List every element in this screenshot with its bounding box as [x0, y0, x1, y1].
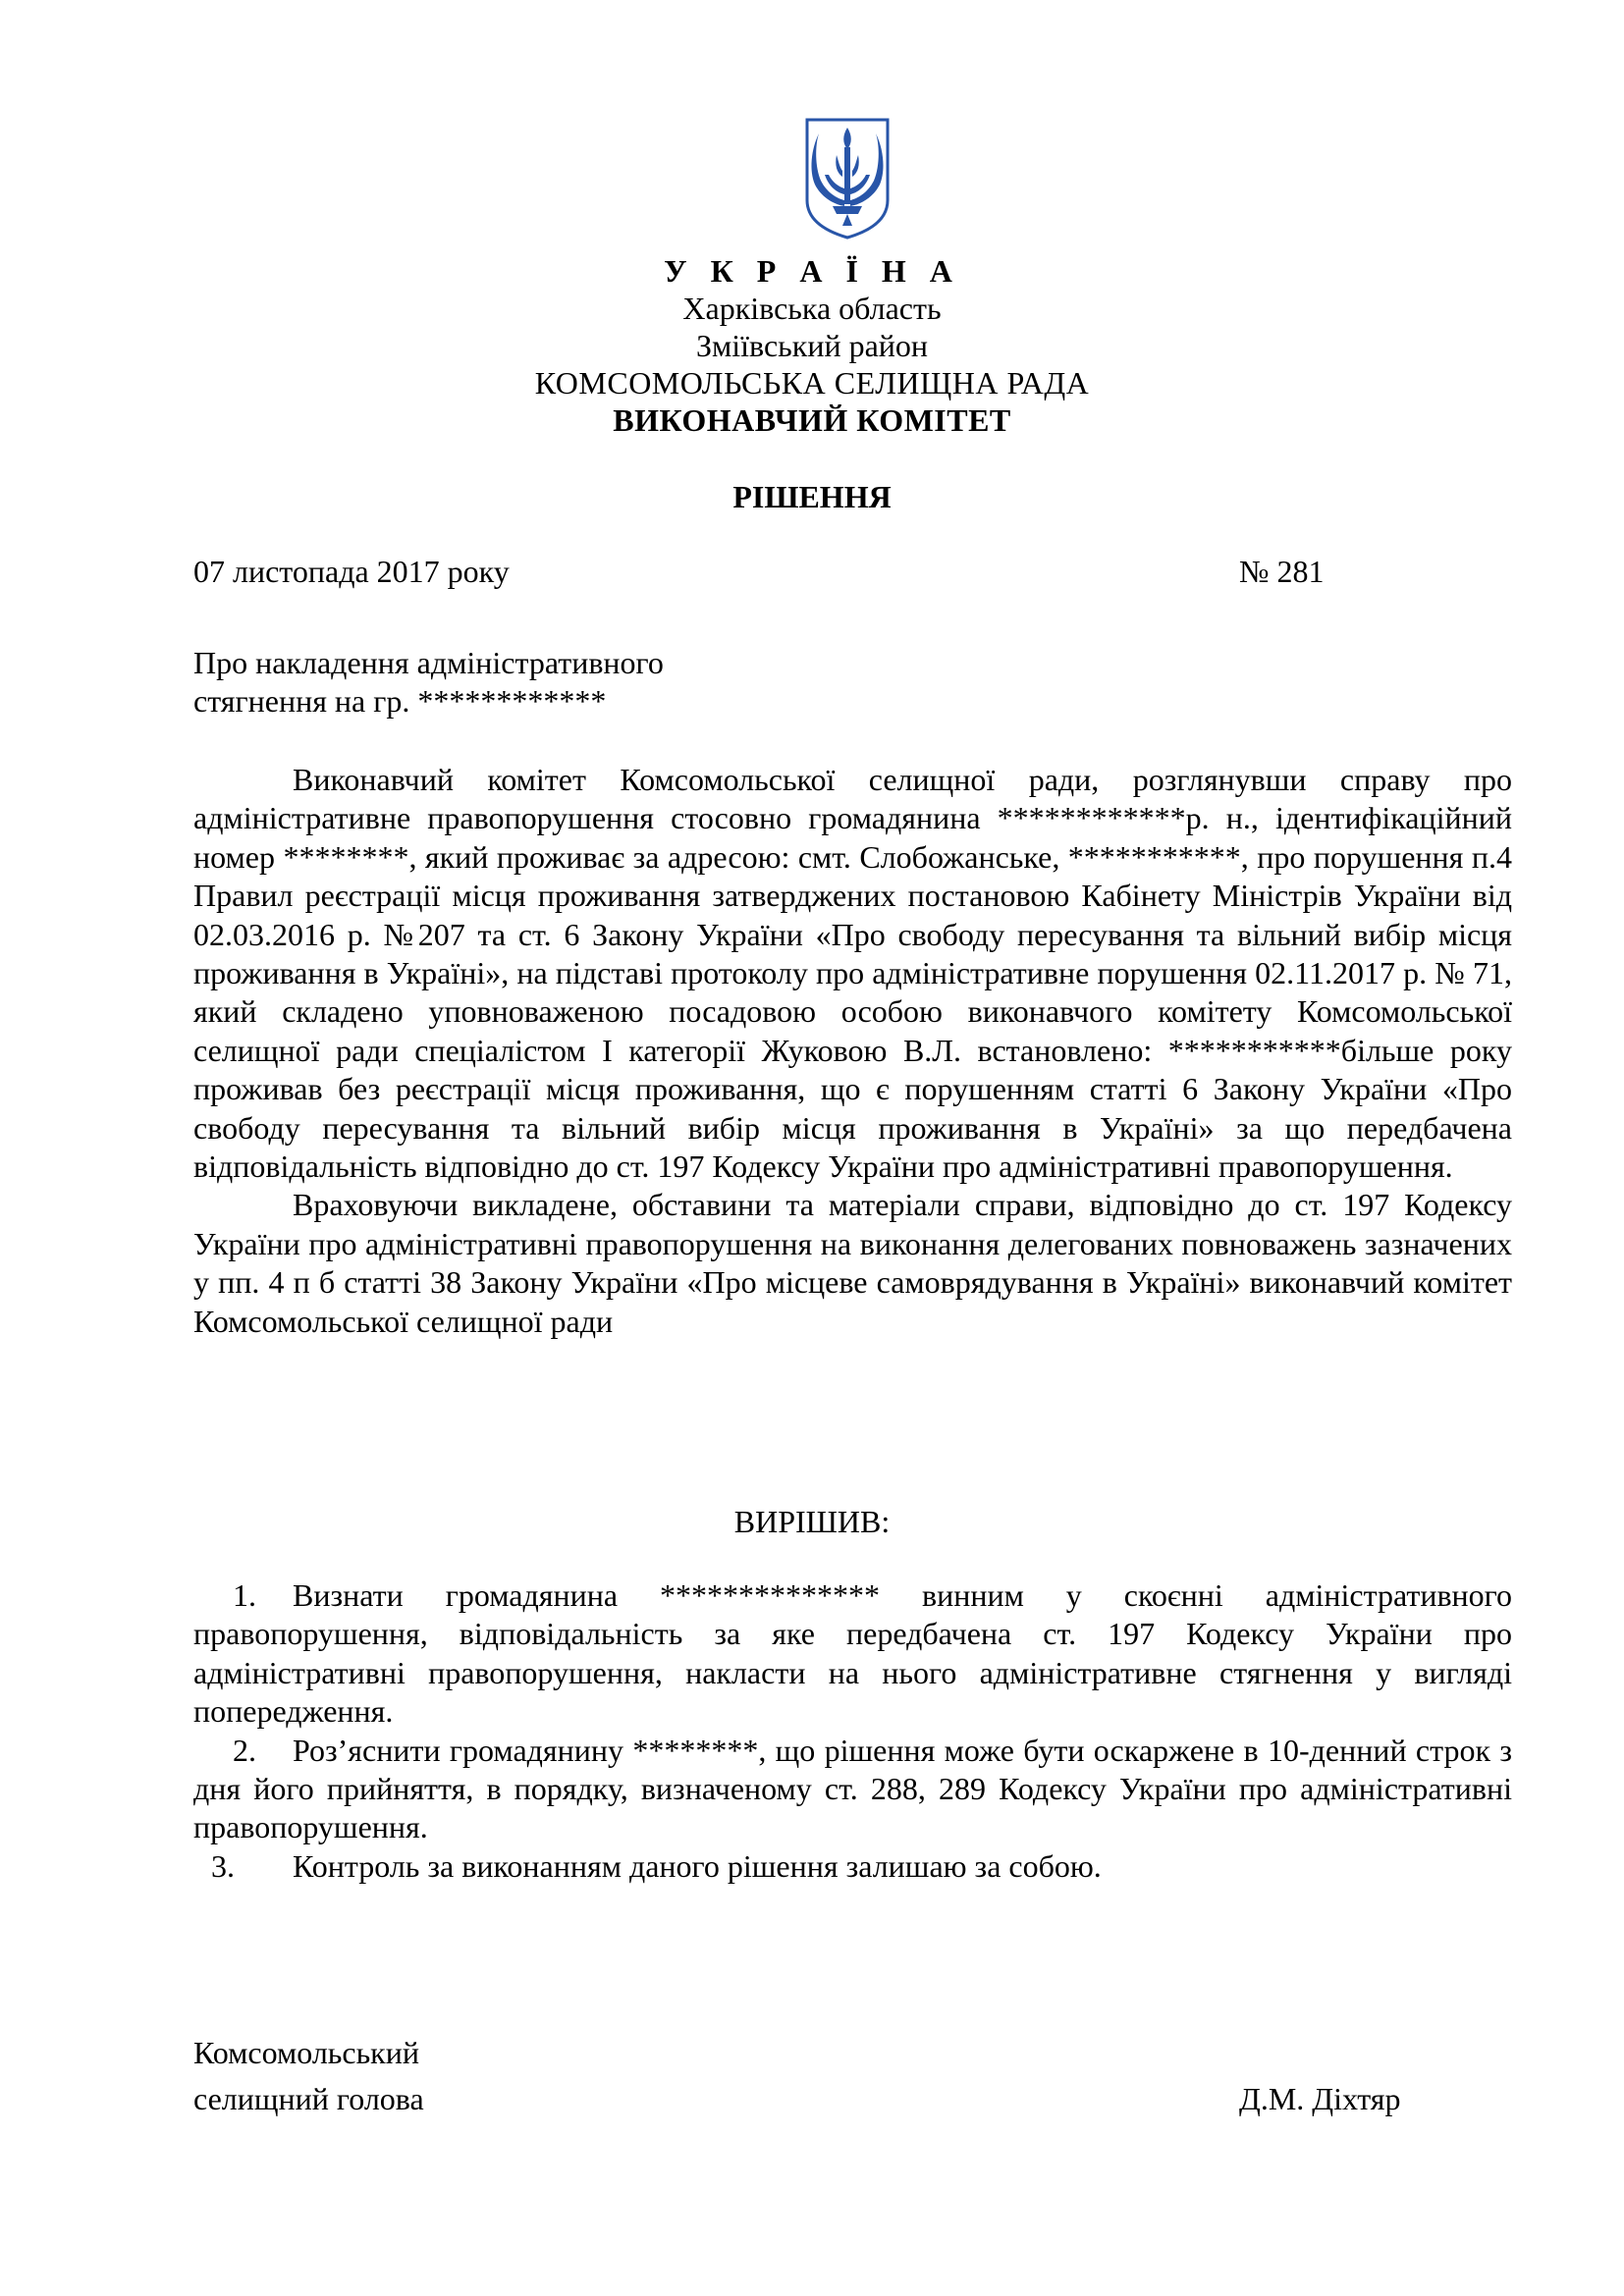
decision-item	[193, 1576, 1512, 1732]
subject-line-1: Про накладення адміністративного	[193, 645, 664, 680]
signatory-name: Д.М. Діхтяр	[1239, 2081, 1401, 2116]
document-date: 07 листопада 2017 року	[193, 554, 510, 589]
resolved-heading: ВИРІШИВ:	[733, 1504, 891, 1539]
decision-text: Визнати громадянина ************** винним у скоєнні адміністративного правопорушення, відповідальність за яке передбачена ст. 197 Кодексу України про адміністративні правопорушення, накласти на нього адміністративне стягнення у вигляді попередження.	[193, 1577, 1512, 1730]
decision-item	[193, 1847, 1512, 1886]
document-number: № 281	[1239, 554, 1325, 589]
subject-line-2: стягнення на гр. ************	[193, 683, 607, 719]
decision-text: Контроль за виконанням даного рішення залишаю за собою.	[293, 1847, 1102, 1884]
trident-coat-of-arms-icon	[803, 116, 892, 241]
oblast-name: Харківська область	[682, 291, 942, 326]
signatory-position	[193, 2030, 424, 2122]
body-paragraph-2: Враховуючи викладене, обставини та матеріали справи, відповідно до ст. 197 Кодексу України про адміністративні правопорушення на виконання делегованих повноважень зазначених у пп. 4 п б статті 38 Закону України «Про місцеве самоврядування в Україні» виконавчий комітет Комсомольської селищної ради	[193, 1187, 1512, 1339]
signatory-position-line-1: Комсомольський	[193, 2035, 419, 2070]
country-name: У К Р А Ї Н А	[664, 253, 960, 289]
decision-number: 2.	[233, 1732, 256, 1768]
decision-number: 1.	[233, 1577, 256, 1613]
decision-text: Роз’яснити громадянину ********, що рішення може бути оскаржене в 10-денний строк з дня його прийняття, в порядку, визначеному ст. 288, 289 Кодексу України про адміністративні правопорушення.	[193, 1732, 1512, 1845]
document-body	[193, 761, 1512, 1341]
decision-number: 3.	[211, 1847, 235, 1884]
decision-item	[193, 1732, 1512, 1847]
document-subject	[193, 644, 664, 721]
body-paragraph-1: Виконавчий комітет Комсомольської селищної ради, розглянувши справу про адміністративне правопорушення стосовно громадянина ************р. н., ідентифікаційний номер ********, який проживає за адресою: смт. Слобожанське, ***********, про порушення п.4 Правил реєстрації місця проживання затверджених постановою Кабінету Міністрів України від 02.03.2016 р. №207 та ст. 6 Закону України «Про свободу пересування та вільний вибір місця проживання в Україні», на підставі протоколу про адміністративне порушення 02.11.2017 р. № 71, який складено уповноваженою посадовою особою виконавчого комітету Комсомольської селищної ради спеціалістом І категорії Жуковою В.Л. встановлено: ***********більше року проживав без реєстрації місця проживання, що є порушенням статті 6 Закону України «Про свободу пересування та вільний вибір місця проживання в Україні» за що передбачена відповідальність відповідно до ст. 197 Кодексу України про адміністративні правопорушення.	[193, 762, 1512, 1185]
raion-name: Зміївський район	[695, 328, 929, 363]
signatory-position-line-2: селищний голова	[193, 2081, 424, 2116]
council-name: КОМСОМОЛЬСЬКА СЕЛИЩНА РАДА	[534, 365, 1090, 400]
document-title: РІШЕННЯ	[732, 479, 892, 514]
executive-committee-name: ВИКОНАВЧИЙ КОМІТЕТ	[613, 402, 1011, 438]
decision-list	[193, 1576, 1512, 1886]
